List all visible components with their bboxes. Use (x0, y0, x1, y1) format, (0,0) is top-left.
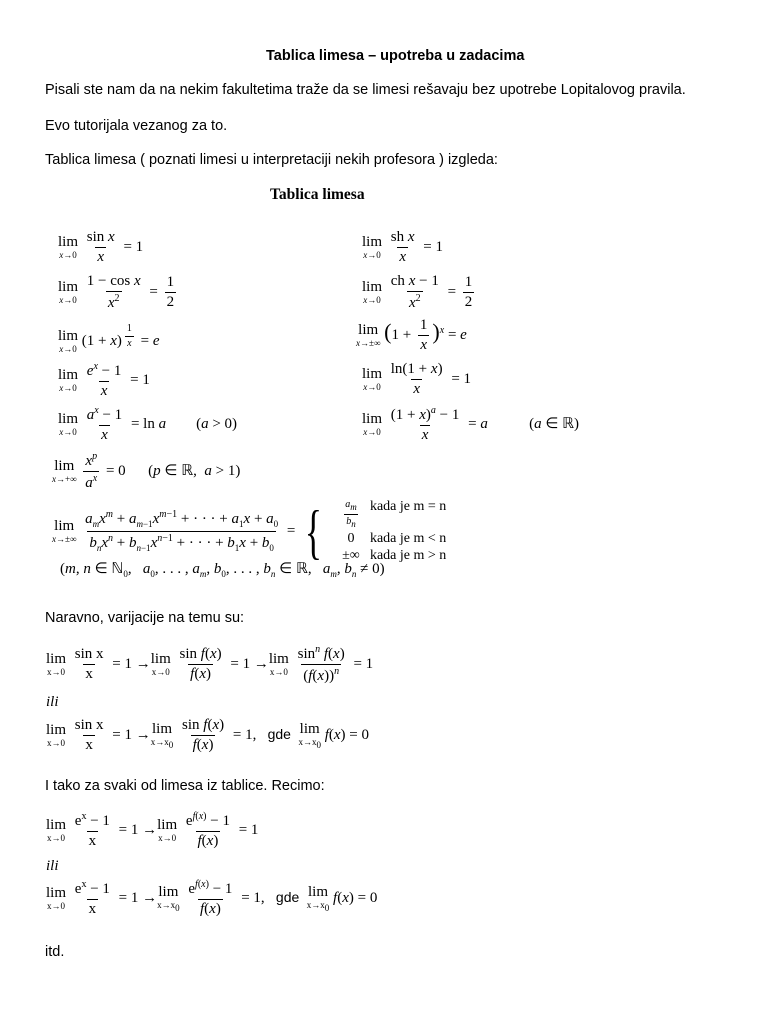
case-greater: kada je m > n (369, 548, 447, 563)
ili-text-2: ili (46, 858, 59, 874)
formula-e-limit-1: lim x→0 (1 + x) $^{\frac{1}{x}}$ = e (58, 323, 160, 354)
table-heading: Tablica limesa (270, 186, 365, 203)
formula-cos-limit: lim x→0 $\frac{\text{1 − cos x}}{x^2}$ = $\frac{1}{2}$ (58, 273, 175, 311)
formula-sin-limit: lim x→0 $\frac{\text{sin x}}{x}$ = 1 (58, 229, 144, 265)
formula-sh-limit: lim x→0 $\frac{\text{sh x}}{x}$ = 1 (362, 229, 443, 265)
intro-paragraph-2: Evo tutorijala vezanog za to. (45, 118, 228, 134)
intro-paragraph-1: Pisali ste nam da na nekim fakultetima traže da se limesi rešavaju bez upotrebe Lopitalovog pravila. (45, 82, 686, 98)
variation-exp-x0: lim x→0 $\frac{e^x - 1}{x}$ = 1 → lim $x\to x_0$ $\frac{e^{f(x)} - 1}{f(x)}$ = 1, gde lim $x\to x_0$ f(x) = 0 (46, 879, 378, 917)
formula-ax-limit: lim x→0 $\frac{a^x - 1}{x}$ = ln a (a > 0) (58, 405, 238, 443)
itd-text: itd. (45, 944, 65, 960)
variations-heading: Naravno, varijacije na temu su: (45, 610, 245, 626)
formula-binomial-limit: lim x→0 $\frac{(1 + x)^a - 1}{x}$ = a (a ∈ ℝ) (362, 405, 580, 443)
variation-sin-power: lim x→0 $\frac{\text{sin x}}{x}$ = 1 → lim x→0 $\frac{\text{sin f(x)}}{f(x)}$ = 1 → lim x→0 $\frac{\sin^n f(x)}{(f(x))^n}$ = 1 (46, 644, 374, 684)
formula-polynomial-limit: lim x→±∞ $\frac{a_mx^m + a_{m-1}x^{m-1} + \cdot \cdot \cdot + a_1x + a_0}{b_nx^n + b_{n-1}x^{n-1} + \cdot \cdot \cdot + b_1x + b_0}$ = { $\frac{a_m}{b_n}$ kada je m = n 0 kada je m < n ±∞ kada je m > n (52, 498, 447, 565)
case-less: kada je m < n (369, 531, 447, 546)
formula-power-exp-limit: lim x→+∞ $\frac{x^p}{a^x}$ = 0 (p ∈ ℝ, a > 1) (52, 451, 241, 491)
case-equal: kada je m = n (369, 499, 447, 514)
gde-word-2: gde (275, 888, 300, 905)
variation-exp-f: lim x→0 $\frac{e^x - 1}{x}$ = 1 → lim x→0 $\frac{e^{f(x)} - 1}{f(x)}$ = 1 (46, 811, 259, 849)
formula-ln-limit: lim x→0 $\frac{\ln(1 + x)}{x}$ = 1 (362, 361, 472, 397)
gde-word-1: gde (267, 725, 291, 742)
formula-ch-limit: lim x→0 $\frac{\text{ch x − 1}}{x^2}$ = $\frac{1}{2}$ (362, 273, 473, 311)
ili-text-1: ili (46, 694, 59, 710)
intro-paragraph-3: Tablica limesa ( poznati limesi u interpretaciji nekih profesora ) izgleda: (45, 152, 498, 168)
each-limit-text: I tako za svaki od limesa iz tablice. Recimo: (45, 778, 325, 794)
page-title: Tablica limesa – upotreba u zadacima (266, 48, 525, 64)
formula-polynomial-conditions: (m, n ∈ ℕ$_0$, $a_0$, . . . , $a_m$, $b_0$, . . . , $b_n$ ∈ ℝ, $a_m$, $b_n \ne 0$) (60, 561, 385, 579)
variation-sin-x0: lim x→0 $\frac{\text{sin x}}{x}$ = 1 → lim $x\to x_0$ $\frac{\text{sin f(x)}}{f(x)}$ = 1, gde lim $x\to x_0$ f(x) = 0 (46, 717, 369, 753)
formula-exp-limit: lim x→0 $\frac{e^x - 1}{x}$ = 1 (58, 361, 150, 399)
formula-e-limit-2: lim x→±∞ (1 + $\frac{1}{x}$ )$^x$ = e (356, 317, 467, 353)
